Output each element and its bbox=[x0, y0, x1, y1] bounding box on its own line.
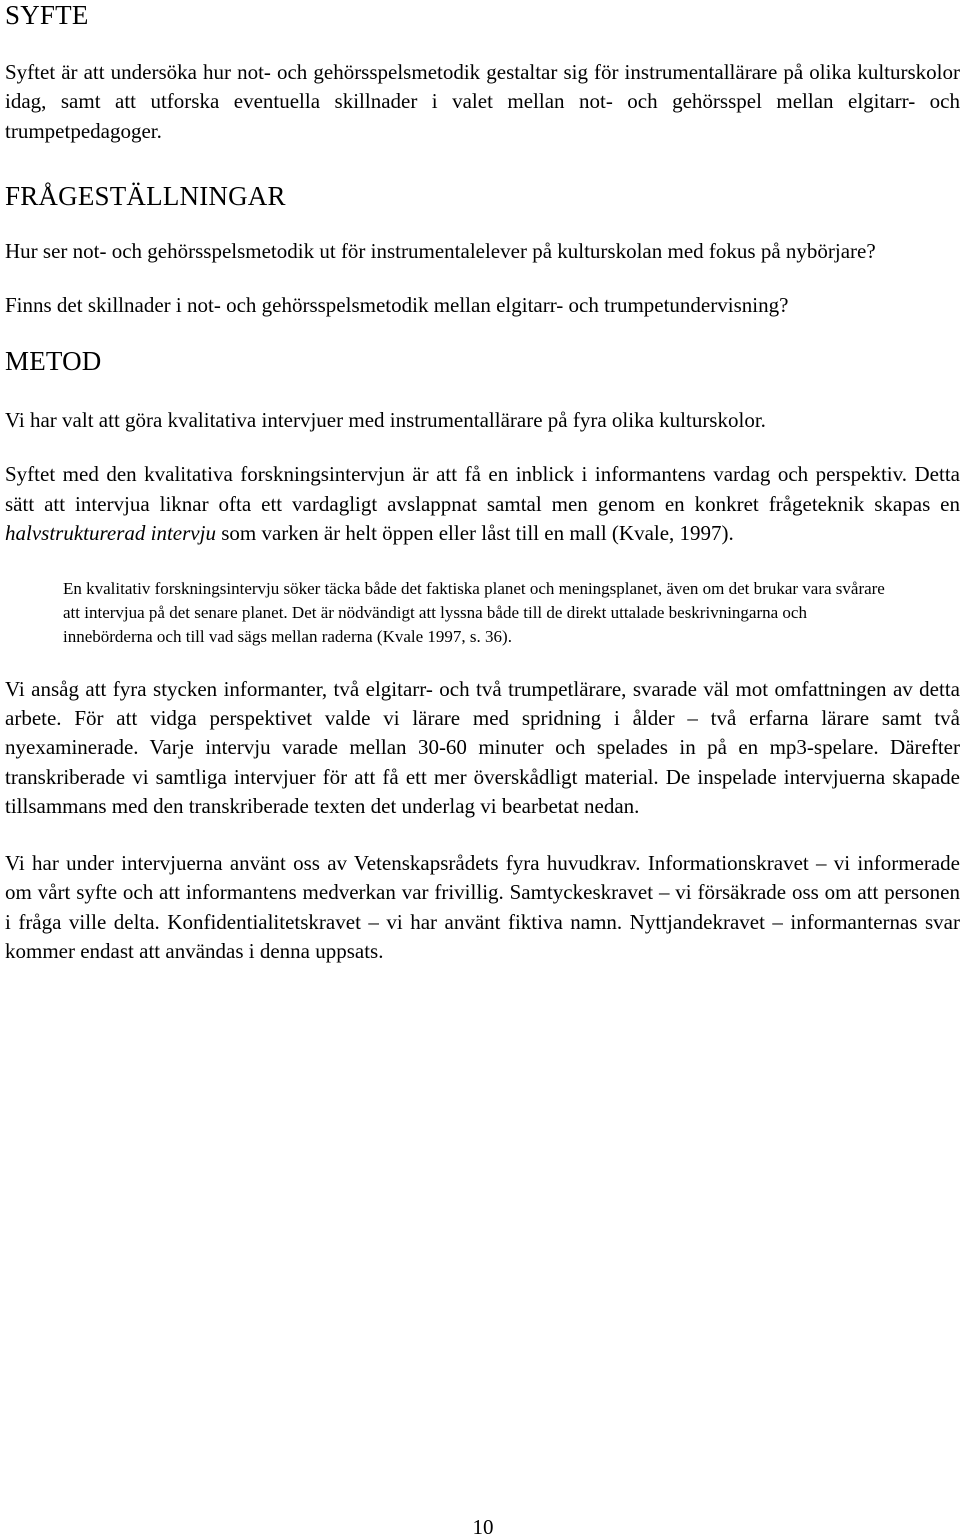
paragraph-metod-2-start: Syftet med den kvalitativa forskningsintervjun är att få en inblick i informantens vardag och perspektiv. Detta sätt att intervjua liknar ofta ett vardagligt avslappnat samtal men genom en konkret frågeteknik skapas en bbox=[5, 462, 960, 516]
document-page bbox=[5, 0, 960, 966]
heading-metod: METOD bbox=[5, 346, 102, 377]
heading-syfte: SYFTE bbox=[5, 0, 89, 30]
paragraph-metod-4: Vi har under intervjuerna använt oss av Vetenskapsrådets fyra huvudkrav. Informationskravet – vi informerade om vårt syfte och att informantens medverkan var frivillig. Samtyckeskravet – vi försäkrade oss om att personen i fråga ville delta. Konfidentialitetskravet – vi har använt fiktiva namn. Nyttjandekravet – informanternas svar kommer endast att användas i denna uppsats. bbox=[5, 850, 960, 963]
paragraph-metod-1: Vi har valt att göra kvalitativa intervjuer med instrumentallärare på fyra olika kulturskolor. bbox=[5, 408, 766, 433]
paragraph-metod-2-end: som varken är helt öppen eller låst till en mall (Kvale, 1997). bbox=[215, 521, 734, 546]
question-1: Hur ser not- och gehörsspelsmetodik ut för instrumentalelever på kulturskolan med fokus på nybörjare? bbox=[5, 239, 876, 264]
heading-fragestallningar: FRÅGESTÄLLNINGAR bbox=[5, 181, 286, 212]
paragraph-metod-2-italic: halvstrukturerad intervju bbox=[5, 521, 216, 546]
block-quote: En kvalitativ forskningsintervju söker täcka både det faktiska planet och meningsplanet, även om det brukar vara svårare att intervjua på det senare planet. Det är nödvändigt att lyssna både till de direkt uttalade beskrivningarna och innebörderna och till vad sägs mellan raderna (Kvale 1997, s. 36). bbox=[63, 578, 885, 646]
paragraph-metod-3: Vi ansåg att fyra stycken informanter, två elgitarr- och två trumpetlärare, svarade väl mot omfattningen av detta arbete. För att vidga perspektivet valde vi lärare med spridning i ålder – två erfarna lärare samt två nyexaminerade. Varje intervju varade mellan 30-60 minuter och spelades in på en mp3-spelare. Därefter transkriberade vi samtliga intervjuer för att få ett mer överskådligt material. De inspelade intervjuerna skapade tillsammans med den transkriberade texten det underlag vi bearbetat nedan. bbox=[5, 676, 960, 819]
page-number: 10 bbox=[472, 1515, 494, 1539]
question-2: Finns det skillnader i not- och gehörsspelsmetodik mellan elgitarr- och trumpetundervisning? bbox=[5, 292, 789, 317]
paragraph-syfte: Syftet är att undersöka hur not- och gehörsspelsmetodik gestaltar sig för instrumentallärare på olika kulturskolor idag, samt att utforska eventuella skillnader i valet mellan not- och gehörsspel mellan elgitarr- och trumpetpedagoger. bbox=[5, 60, 960, 143]
paragraph-metod-2 bbox=[5, 460, 960, 548]
